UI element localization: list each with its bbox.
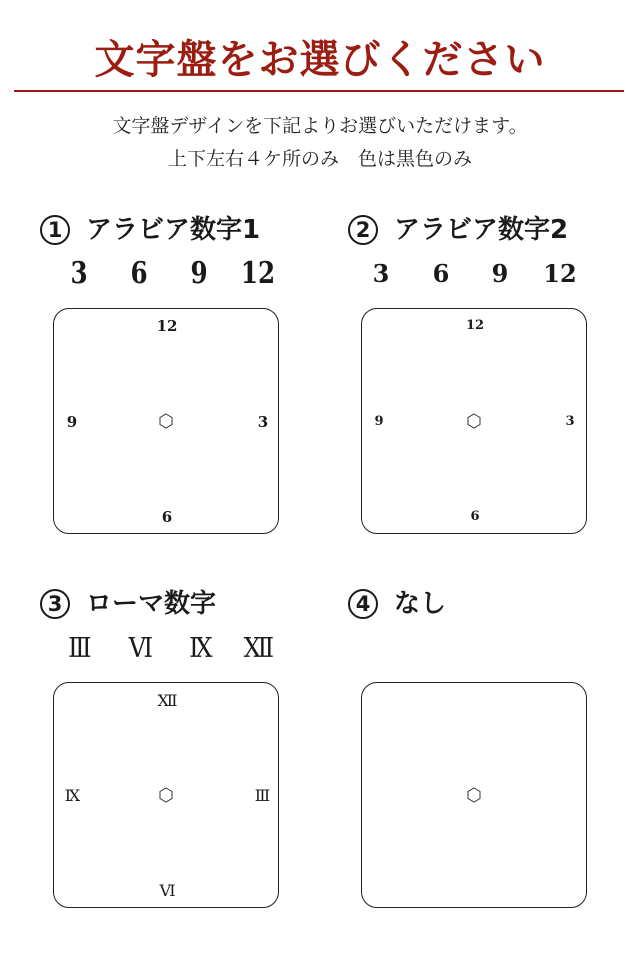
option-1-dial-preview[interactable] xyxy=(53,308,279,534)
option-1-number-badge: 1 xyxy=(40,215,70,245)
dial-2-right-numeral: 3 xyxy=(565,414,575,429)
dial-2-bottom-numeral: 6 xyxy=(470,509,480,524)
option-3-sample-ix: Ⅸ xyxy=(189,633,211,664)
center-hole-icon xyxy=(466,787,482,803)
center-hole-icon xyxy=(158,413,174,429)
dial-1-right-numeral: 3 xyxy=(257,413,269,431)
description-line-2: 上下左右４ケ所のみ 色は黒色のみ xyxy=(167,148,472,170)
option-1-title: アラビア数字1 xyxy=(86,215,261,245)
center-hole-icon xyxy=(158,787,174,803)
option-3-title: ローマ数字 xyxy=(86,589,217,619)
dial-2-top-numeral: 12 xyxy=(465,318,485,333)
option-4-title: なし xyxy=(394,589,447,619)
option-2-number-badge: 2 xyxy=(348,215,378,245)
option-3-samples xyxy=(0,631,320,667)
option-1-sample-3: 3 xyxy=(70,256,88,291)
option-2-sample-6: 6 xyxy=(432,259,450,288)
dial-1-bottom-numeral: 6 xyxy=(161,508,173,526)
dial-3-right-numeral: Ⅲ xyxy=(254,786,270,805)
dial-1-top-numeral: 12 xyxy=(156,317,178,335)
option-4-number-badge: 4 xyxy=(348,589,378,619)
dial-3-top-numeral: Ⅻ xyxy=(157,691,177,710)
option-1-sample-12: 12 xyxy=(240,256,276,291)
option-2-sample-12: 12 xyxy=(543,259,577,288)
option-2-sample-3: 3 xyxy=(372,259,390,288)
option-1-label[interactable] xyxy=(40,214,260,246)
option-3-sample-vi: Ⅵ xyxy=(128,633,152,664)
dial-2-left-numeral: 9 xyxy=(374,414,384,429)
option-2-samples xyxy=(320,256,640,292)
option-2-dial-preview[interactable] xyxy=(361,308,587,534)
dial-3-left-numeral: Ⅸ xyxy=(64,786,80,805)
description-line-1: 文字盤デザインを下記よりお選びいただけます。 xyxy=(112,115,528,137)
option-1-sample-9: 9 xyxy=(190,256,208,291)
option-3-dial-preview[interactable] xyxy=(53,682,279,908)
option-4-label[interactable] xyxy=(348,588,446,620)
title-underline xyxy=(14,90,624,92)
center-hole-icon xyxy=(466,413,482,429)
dial-1-left-numeral: 9 xyxy=(66,413,78,431)
option-3-number-badge: 3 xyxy=(40,589,70,619)
option-3-label[interactable] xyxy=(40,588,216,620)
option-3-sample-iii: Ⅲ xyxy=(68,633,90,664)
dial-3-bottom-numeral: Ⅵ xyxy=(159,881,175,900)
option-1-samples xyxy=(0,256,320,292)
option-1-sample-6: 6 xyxy=(130,256,148,291)
page-title: 文字盤をお選びください xyxy=(94,37,546,83)
option-2-title: アラビア数字2 xyxy=(394,215,569,245)
option-3-sample-xii: Ⅻ xyxy=(243,633,273,664)
option-2-label[interactable] xyxy=(348,214,568,246)
option-4-dial-preview[interactable] xyxy=(361,682,587,908)
option-2-sample-9: 9 xyxy=(491,259,509,288)
